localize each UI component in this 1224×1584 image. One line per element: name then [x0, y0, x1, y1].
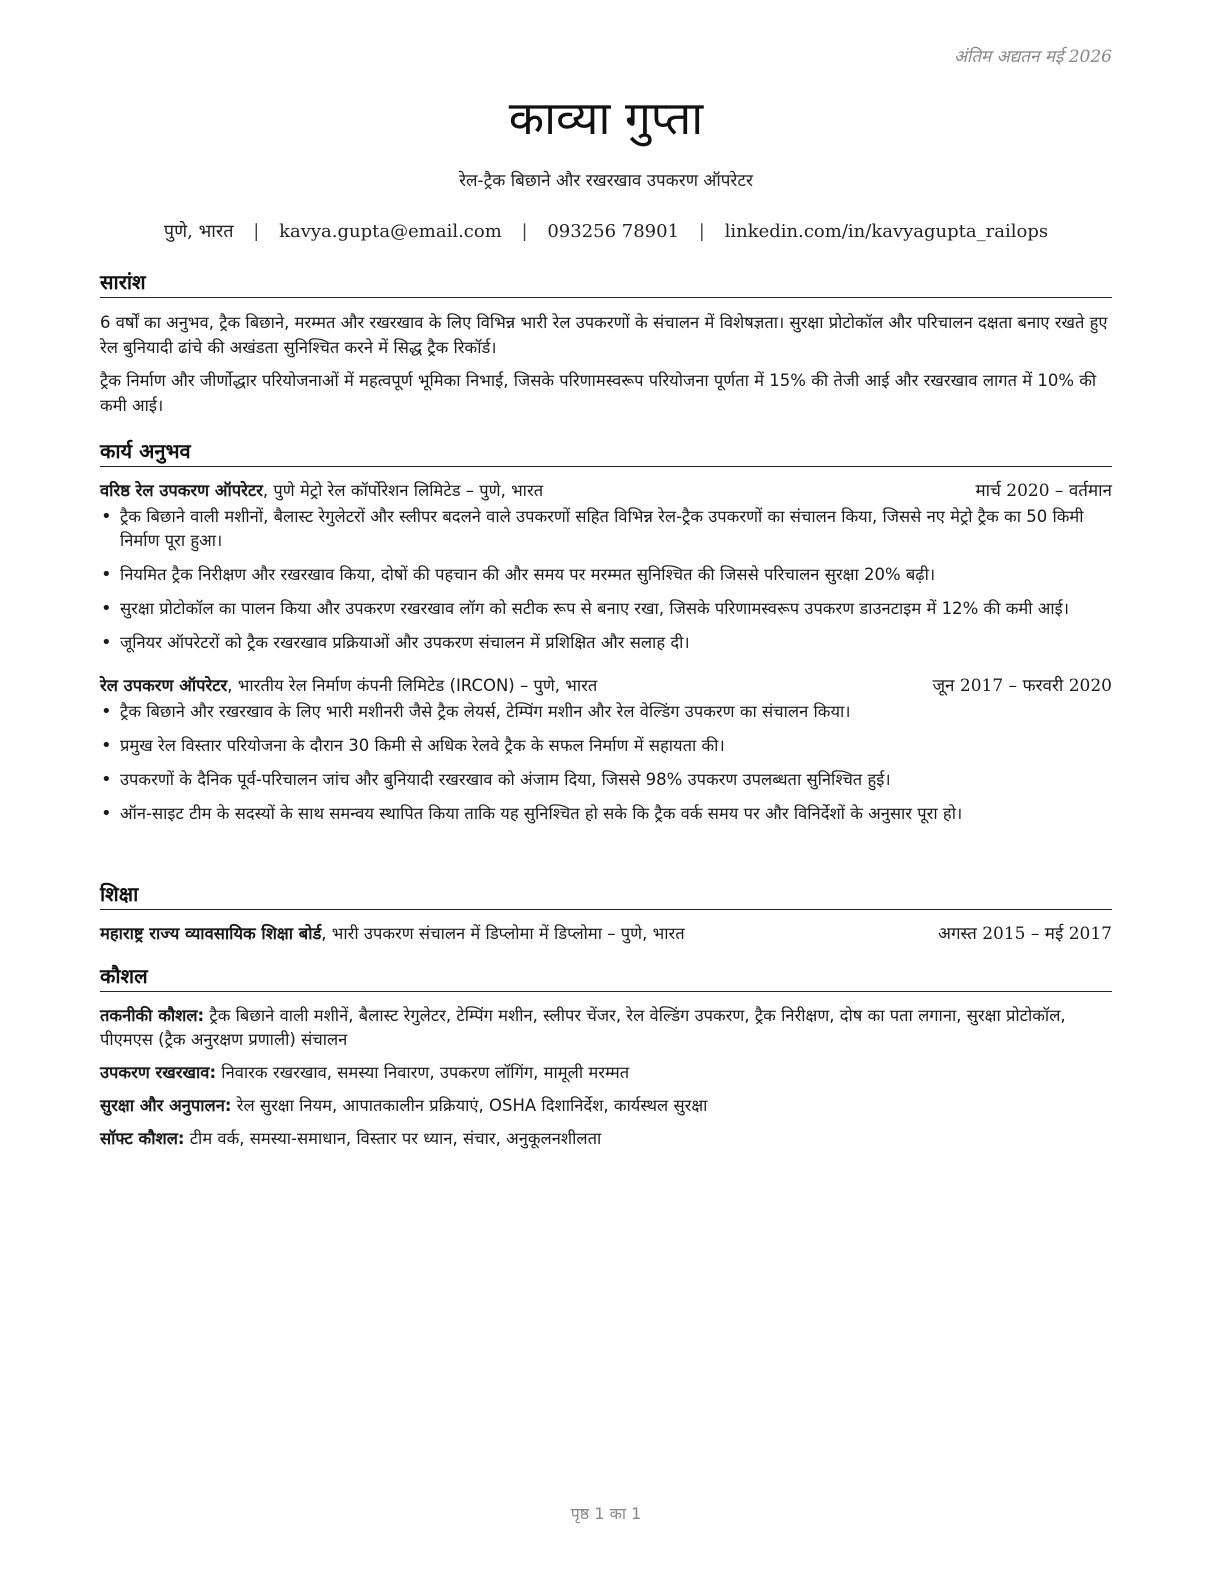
list-item: • ट्रैक बिछाने और रखरखाव के लिए भारी मशीनरी जैसे ट्रैक लेयर्स, टेम्पिंग मशीन और रेल वेल्डिंग उपकरण का संचालन किया।: [120, 700, 1112, 724]
summary-heading: सारांश: [100, 268, 1112, 298]
job-role-org: [100, 674, 597, 698]
skill-value: टीम वर्क, समस्या-समाधान, विस्तार पर ध्यान, संचार, अनुकूलनशीलता: [184, 1129, 602, 1148]
job-bullets: [100, 505, 1112, 655]
list-item: • उपकरणों के दैनिक पूर्व-परिचालन जांच और बुनियादी रखरखाव को अंजाम दिया, जिससे 98% उपकरण उपलब्धता सुनिश्चित हुई।: [120, 768, 1112, 792]
skill-value: निवारक रखरखाव, समस्या निवारण, उपकरण लॉगिंग, मामूली मरम्मत: [216, 1063, 630, 1082]
contact-line: [100, 219, 1112, 243]
summary-paragraph: ट्रैक निर्माण और जीर्णोद्धार परियोजनाओं में महत्वपूर्ण भूमिका निभाई, जिसके परिणामस्वरूप परियोजना पूर्णता में 15% की तेजी आई और रखरखाव लागत में 10% की कमी आई।: [100, 371, 1097, 415]
list-item: • सुरक्षा प्रोटोकॉल का पालन किया और उपकरण रखरखाव लॉग को सटीक रूप से बनाए रखा, जिसके परिणामस्वरूप उपकरण डाउनटाइम में 12% की कमी आई।: [120, 597, 1112, 621]
skill-line: [100, 1061, 1112, 1085]
contact-separator: |: [698, 221, 705, 242]
skill-label: तकनीकी कौशल:: [100, 1006, 205, 1025]
skills-heading: कौशल: [100, 962, 1112, 992]
skill-label: उपकरण रखरखाव:: [100, 1063, 217, 1082]
job-org: , भारतीय रेल निर्माण कंपनी लिमिटेड (IRCON) – पुणे, भारत: [227, 676, 598, 695]
job-org: , पुणे मेट्रो रेल कॉर्पोरेशन लिमिटेड – पुणे, भारत: [262, 481, 544, 500]
job-role-org: [100, 479, 543, 503]
skill-label: सॉफ्ट कौशल:: [100, 1129, 185, 1148]
job-dates: मार्च 2020 – वर्तमान: [975, 481, 1112, 501]
skill-value: ट्रैक बिछाने वाली मशीनें, बैलास्ट रेगुलेटर, टेम्पिंग मशीन, स्लीपर चेंजर, रेल वेल्डिंग उपकरण, ट्रैक निरीक्षण, दोष का पता लगाना, सुरक्षा प्रोटोकॉल, पीएमएस (ट्रैक अनुरक्षण प्रणाली) संचालन: [100, 1006, 1066, 1049]
job-dates: जून 2017 – फरवरी 2020: [932, 676, 1112, 696]
education-heading: शिक्षा: [100, 880, 1112, 910]
job-bullets: [100, 700, 1112, 826]
summary-section: [100, 268, 1112, 426]
skill-line: [100, 1004, 1112, 1052]
education-detail: [100, 922, 685, 946]
education-dates: अगस्त 2015 – मई 2017: [937, 924, 1112, 944]
job-role: वरिष्ठ रेल उपकरण ऑपरेटर: [100, 481, 263, 500]
page-number: पृष्ठ 1 का 1: [570, 1504, 642, 1523]
list-item: • ट्रैक बिछाने वाली मशीनों, बैलास्ट रेगुलेटरों और स्लीपर बदलने वाले उपकरणों सहित विभिन्न रेल-ट्रैक उपकरणों का संचालन किया, जिससे नए मेट्रो ट्रैक का 50 किमी निर्माण पूरा हुआ।: [120, 505, 1112, 553]
job-entry: [100, 674, 1112, 826]
list-item: • प्रमुख रेल विस्तार परियोजना के दौरान 30 किमी से अधिक रेलवे ट्रैक के सफल निर्माण में सहायता की।: [120, 734, 1112, 758]
education-program: , भारी उपकरण संचालन में डिप्लोमा में डिप्लोमा – पुणे, भारत: [321, 924, 685, 943]
list-item: • ऑन-साइट टीम के सदस्यों के साथ समन्वय स्थापित किया ताकि यह सुनिश्चित हो सके कि ट्रैक वर्क समय पर और विनिर्देशों के अनुसार पूरा हो।: [120, 802, 1112, 826]
contact-location: पुणे, भारत: [163, 221, 234, 242]
list-item: • जूनियर ऑपरेटरों को ट्रैक रखरखाव प्रक्रियाओं और उपकरण संचालन में प्रशिक्षित और सलाह दी।: [120, 631, 1112, 655]
education-section: [100, 880, 1112, 946]
contact-separator: |: [521, 221, 528, 242]
job-header: [100, 479, 1112, 503]
summary-paragraph: 6 वर्षों का अनुभव, ट्रैक बिछाने, मरम्मत और रखरखाव के लिए विभिन्न भारी रेल उपकरणों के संचालन में विशेषज्ञता। सुरक्षा प्रोटोकॉल और परिचालन दक्षता बनाए रखते हुए रेल बुनियादी ढांचे की अखंडता सुनिश्चित करने में सिद्ध ट्रैक रिकॉर्ड।: [100, 313, 1108, 357]
skill-label: सुरक्षा और अनुपालन:: [100, 1096, 232, 1115]
experience-section: [100, 437, 1112, 836]
resume-page: [100, 0, 1112, 1584]
education-institution: महाराष्ट्र राज्य व्यावसायिक शिक्षा बोर्ड: [100, 924, 322, 943]
list-item: • नियमित ट्रैक निरीक्षण और रखरखाव किया, दोषों की पहचान की और समय पर मरम्मत सुनिश्चित की जिससे परिचालन सुरक्षा 20% बढ़ी।: [120, 563, 1112, 587]
skill-line: [100, 1127, 1112, 1151]
contact-separator: |: [253, 221, 260, 242]
skill-line: [100, 1094, 1112, 1118]
job-entry: [100, 479, 1112, 655]
experience-heading: कार्य अनुभव: [100, 437, 1112, 467]
job-header: [100, 674, 1112, 698]
candidate-name: काव्या गुप्ता: [508, 91, 704, 145]
contact-email[interactable]: kavya.gupta@email.com: [279, 221, 502, 242]
last-updated: अंतिम अद्यतन मई 2026: [953, 47, 1112, 67]
contact-phone: 093256 78901: [547, 221, 680, 242]
job-title: रेल-ट्रैक बिछाने और रखरखाव उपकरण ऑपरेटर: [459, 171, 753, 191]
skill-value: रेल सुरक्षा नियम, आपातकालीन प्रक्रियाएं, OSHA दिशानिर्देश, कार्यस्थल सुरक्षा: [231, 1096, 708, 1115]
contact-linkedin[interactable]: linkedin.com/in/kavyagupta_railops: [724, 221, 1049, 242]
skills-section: [100, 962, 1112, 1160]
job-role: रेल उपकरण ऑपरेटर: [100, 676, 228, 695]
education-entry: [100, 922, 1112, 946]
